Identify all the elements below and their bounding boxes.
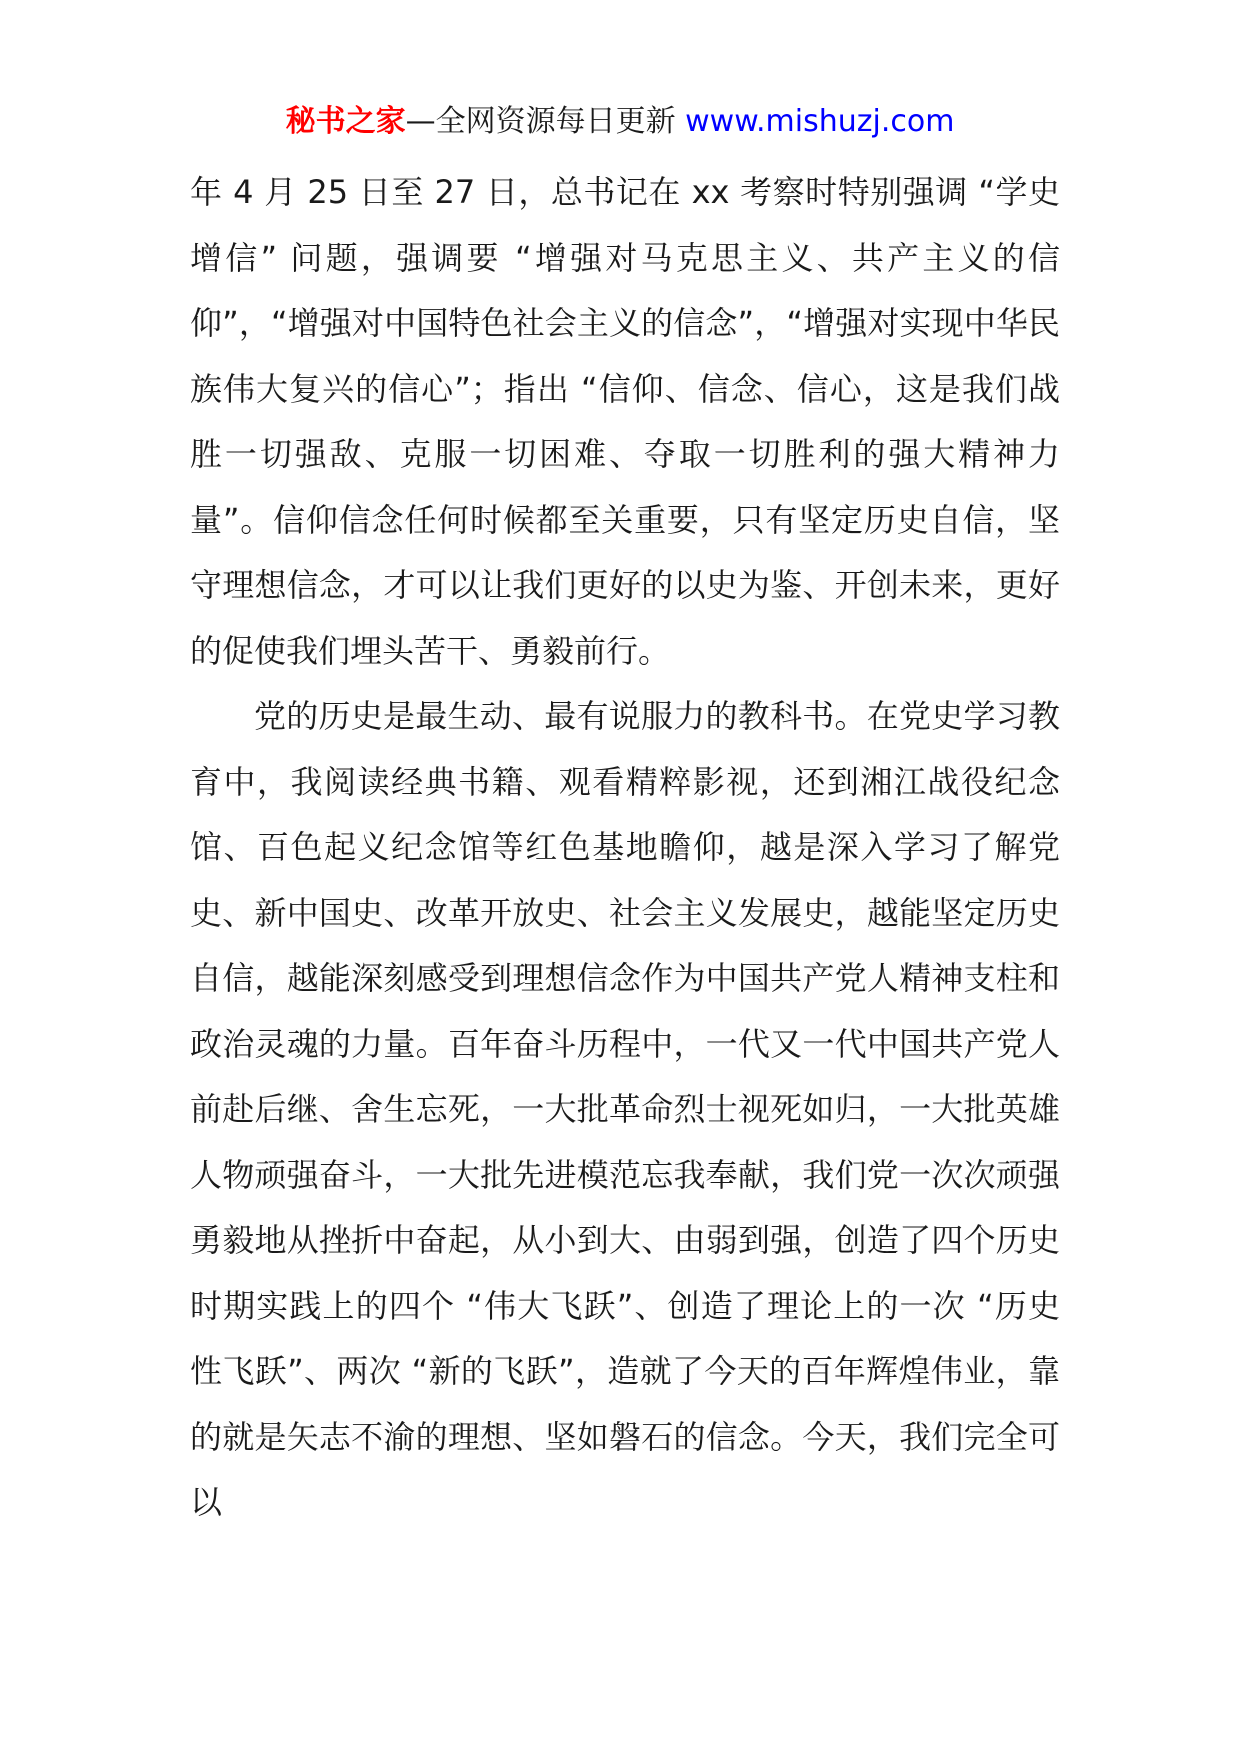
site-slogan: —全网资源每日更新	[405, 104, 686, 139]
paragraph-2: 党的历史是最生动、最有说服力的教科书。在党史学习教育中，我阅读经典书籍、观看精粹影视，还到湘江战役纪念馆、百色起义纪念馆等红色基地瞻仰，越是深入学习了解党史、新中国史、改革开放史、社会主义发展史，越能坚定历史自信，越能深刻感受到理想信念作为中国共产党人精神支柱和政治灵魂的力量。百年奋斗历程中，一代又一代中国共产党人前赴后继、舍生忘死，一大批革命烈士视死如归，一大批英雄人物顽强奋斗，一大批先进模范忘我奉献，我们党一次次顽强勇毅地从挫折中奋起，从小到大、由弱到强，创造了四个历史时期实践上的四个 “伟大飞跃”、创造了理论上的一次 “历史性飞跃”、两次 “新的飞跃”，造就了今天的百年辉煌伟业，靠的就是矢志不渝的理想、坚如磐石的信念。今天，我们完全可以	[190, 697, 1060, 1521]
site-url-link[interactable]: www.mishuzj.com	[685, 104, 955, 139]
site-name: 秘书之家	[285, 104, 406, 139]
document-body	[190, 160, 1060, 1536]
page-header	[0, 102, 1240, 142]
paragraph-1: 年 4 月 25 日至 27 日，总书记在 xx 考察时特别强调 “学史增信” 问题，强调要 “增强对马克思主义、共产主义的信仰”，“增强对中国特色社会主义的信念”，“增强对实现中华民族伟大复兴的信心”；指出 “信仰、信念、信心，这是我们战胜一切强敌、克服一切困难、夺取一切胜利的强大精神力量”。信仰信念任何时候都至关重要，只有坚定历史自信，坚守理想信念，才可以让我们更好的以史为鉴、开创未来，更好的促使我们埋头苦干、勇毅前行。	[190, 173, 1060, 670]
